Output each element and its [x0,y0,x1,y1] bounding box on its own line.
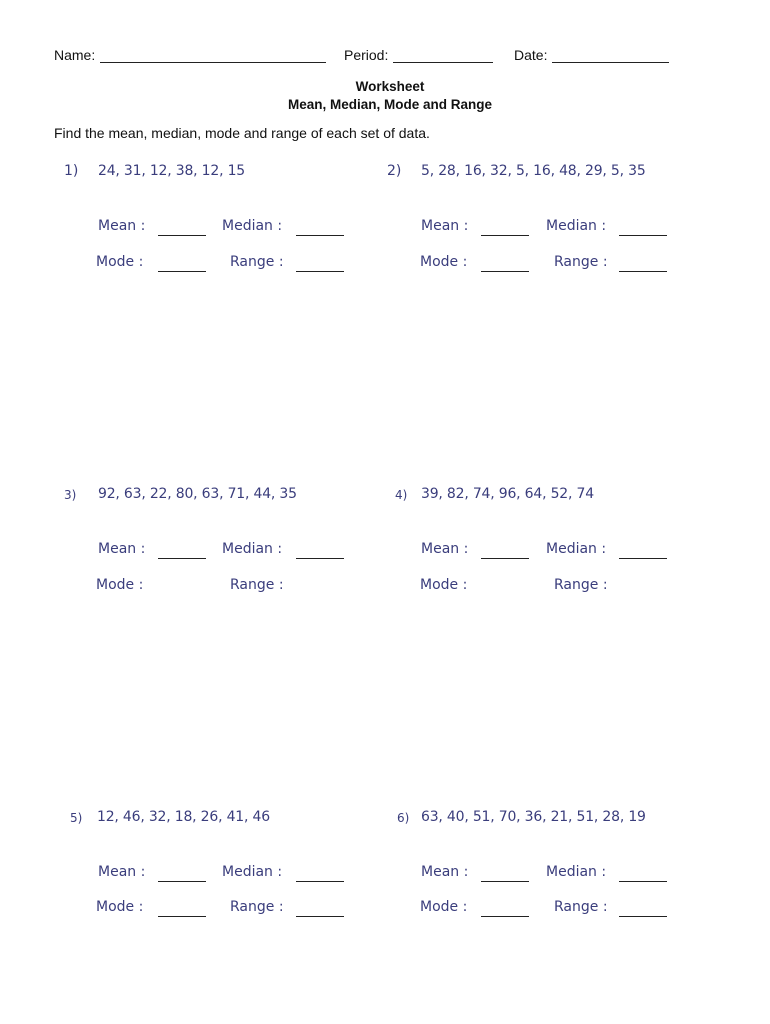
range-answer-blank[interactable] [296,916,344,917]
name-label: Name: [54,47,96,63]
range-label: Range : [230,254,284,270]
mode-label: Mode : [420,899,468,915]
date-field[interactable] [514,47,669,63]
range-answer-blank[interactable] [619,271,667,272]
mode-answer-blank[interactable] [158,916,206,917]
problem-data-set: 39, 82, 74, 96, 64, 52, 74 [421,486,594,502]
title-line-2: Mean, Median, Mode and Range [287,97,493,112]
instructions: Find the mean, median, mode and range of each set of data. [54,125,430,141]
mean-label: Mean : [421,218,469,234]
problem-number: 3) [64,488,77,502]
date-label: Date: [514,47,548,63]
median-label: Median : [222,541,283,557]
problem-number: 6) [397,811,410,825]
mean-answer-blank[interactable] [481,881,529,882]
mean-label: Mean : [421,864,469,880]
range-label: Range : [554,899,608,915]
problem-data-set: 63, 40, 51, 70, 36, 21, 51, 28, 19 [421,809,646,825]
range-label: Range : [554,577,608,593]
range-answer-blank[interactable] [619,916,667,917]
range-label: Range : [230,899,284,915]
median-label: Median : [222,864,283,880]
mode-label: Mode : [96,254,144,270]
name-blank[interactable] [100,47,326,63]
title-line-1: Worksheet [355,79,425,94]
mean-label: Mean : [98,541,146,557]
problem-4 [395,486,695,606]
mean-answer-blank[interactable] [158,881,206,882]
median-label: Median : [546,218,607,234]
mean-answer-blank[interactable] [481,558,529,559]
mode-label: Mode : [96,899,144,915]
range-answer-blank[interactable] [296,271,344,272]
problem-1 [64,163,364,283]
problem-number: 4) [395,488,408,502]
period-blank[interactable] [393,47,493,63]
median-answer-blank[interactable] [296,558,344,559]
range-label: Range : [554,254,608,270]
median-answer-blank[interactable] [296,881,344,882]
median-answer-blank[interactable] [619,558,667,559]
median-label: Median : [546,541,607,557]
mean-label: Mean : [421,541,469,557]
problem-number: 2) [387,163,402,179]
problem-data-set: 5, 28, 16, 32, 5, 16, 48, 29, 5, 35 [421,163,646,179]
mean-label: Mean : [98,218,146,234]
problem-number: 5) [70,811,83,825]
date-blank[interactable] [552,47,669,63]
problem-number: 1) [64,163,79,179]
median-label: Median : [546,864,607,880]
mean-answer-blank[interactable] [158,235,206,236]
period-field[interactable] [344,47,493,63]
problem-6 [397,809,697,929]
median-label: Median : [222,218,283,234]
problem-data-set: 24, 31, 12, 38, 12, 15 [98,163,245,179]
mode-label: Mode : [420,577,468,593]
mean-answer-blank[interactable] [158,558,206,559]
range-label: Range : [230,577,284,593]
worksheet-title [0,78,770,114]
mean-label: Mean : [98,864,146,880]
mode-answer-blank[interactable] [481,271,529,272]
mean-answer-blank[interactable] [481,235,529,236]
mode-answer-blank[interactable] [158,271,206,272]
mode-label: Mode : [420,254,468,270]
problem-data-set: 92, 63, 22, 80, 63, 71, 44, 35 [98,486,297,502]
mode-label: Mode : [96,577,144,593]
period-label: Period: [344,47,389,63]
median-answer-blank[interactable] [619,881,667,882]
problem-5 [70,809,370,929]
name-field[interactable] [54,47,326,63]
problem-data-set: 12, 46, 32, 18, 26, 41, 46 [97,809,270,825]
problem-3 [64,486,364,606]
problem-2 [387,163,687,283]
median-answer-blank[interactable] [296,235,344,236]
mode-answer-blank[interactable] [481,916,529,917]
median-answer-blank[interactable] [619,235,667,236]
